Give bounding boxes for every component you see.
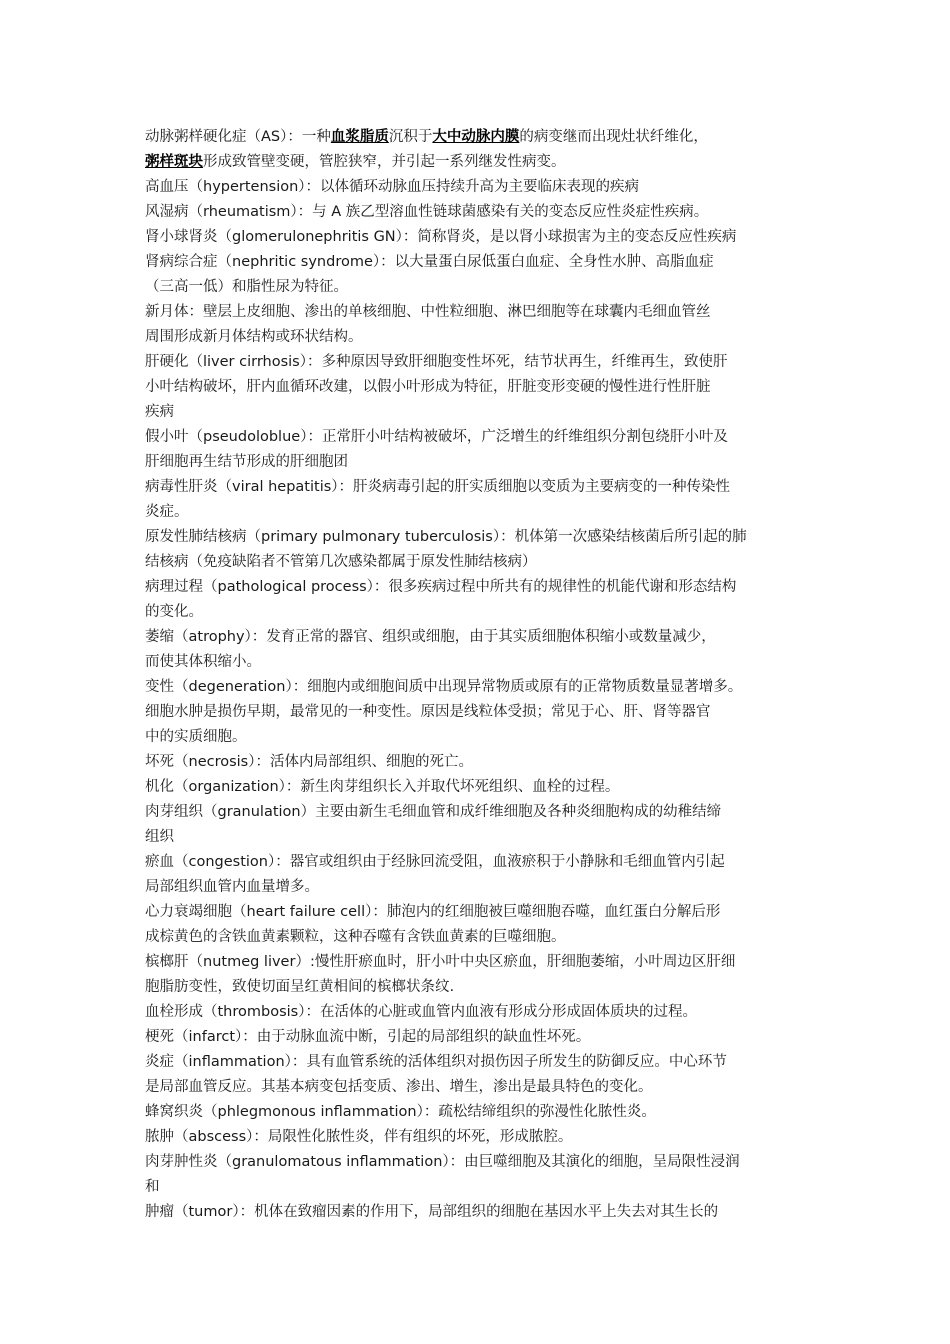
text-line [145, 675, 825, 700]
text-line [145, 875, 825, 900]
text-line [145, 1000, 825, 1025]
text-line [145, 125, 825, 150]
line-text: 的变化。 [145, 604, 203, 620]
line-text: 坏死（necrosis）：活体内局部组织、细胞的死亡。 [145, 754, 473, 770]
text-line [145, 425, 825, 450]
line-text: 病毒性肝炎（viral hepatitis）：肝炎病毒引起的肝实质细胞以变质为主要病变的一种传染性 [145, 479, 731, 495]
text-line [145, 1175, 825, 1200]
line-text: 肉芽组织（granulation）主要由新生毛细血管和成纤维细胞及各种炎细胞构成的幼稚结缔 [145, 804, 722, 820]
text-line [145, 175, 825, 200]
line-text: 肉芽肿性炎（granulomatous inflammation）：由巨噬细胞及其演化的细胞，呈局限性浸润 [145, 1154, 740, 1170]
line-text: 的病变继而出现灶状纤维化， [519, 129, 708, 145]
line-text: 血栓形成（thrombosis）：在活体的心脏或血管内血液有形成分形成固体质块的过程。 [145, 1004, 697, 1020]
line-text: 疾病 [145, 404, 174, 420]
text-line [145, 450, 825, 475]
highlighted-term: 粥样斑块 [145, 154, 203, 170]
text-line [145, 1150, 825, 1175]
line-text: 病理过程（pathological process）：很多疾病过程中所共有的规律性的机能代谢和形态结构 [145, 579, 737, 595]
line-text: 机化（organization）：新生肉芽组织长入并取代坏死组织、血栓的过程。 [145, 779, 620, 795]
text-line [145, 250, 825, 275]
line-text: 胞脂肪变性，致使切面呈红黄相间的槟榔状条纹. [145, 979, 455, 995]
line-text: 心力衰竭细胞（heart failure cell）：肺泡内的红细胞被巨噬细胞吞噬，血红蛋白分解后形 [145, 904, 721, 920]
text-line [145, 825, 825, 850]
line-text: 沉积于 [388, 129, 433, 145]
text-line [145, 475, 825, 500]
text-line [145, 150, 825, 175]
line-text: 原发性肺结核病（primary pulmonary tuberculosis）：机体第一次感染结核菌后所引起的肺 [145, 529, 747, 545]
text-line [145, 700, 825, 725]
line-text: 蜂窝织炎（phlegmonous inflammation）：疏松结缔组织的弥漫性化脓性炎。 [145, 1104, 656, 1120]
text-line [145, 975, 825, 1000]
text-line [145, 1100, 825, 1125]
text-line [145, 725, 825, 750]
text-line [145, 600, 825, 625]
line-text: 脓肿（abscess）：局限性化脓性炎，伴有组织的坏死，形成脓腔。 [145, 1129, 573, 1145]
line-text: 变性（degeneration）：细胞内或细胞间质中出现异常物质或原有的正常物质数量显著增多。 [145, 679, 743, 695]
text-line [145, 775, 825, 800]
highlighted-term: 血浆脂质 [330, 129, 389, 145]
text-line [145, 300, 825, 325]
line-text: 肝硬化（liver cirrhosis）：多种原因导致肝细胞变性坏死，结节状再生，纤维再生，致使肝 [145, 354, 728, 370]
text-line [145, 275, 825, 300]
line-text: 组织 [145, 829, 174, 845]
line-text: 瘀血（congestion）：器官或组织由于经脉回流受阻，血液瘀积于小静脉和毛细血管内引起 [145, 854, 725, 870]
line-text: 而使其体积缩小。 [145, 654, 261, 670]
line-text: 萎缩（atrophy）：发育正常的器官、组织或细胞，由于其实质细胞体积缩小或数量减少， [145, 629, 716, 645]
text-line [145, 900, 825, 925]
text-line [145, 225, 825, 250]
line-text: 形成致管壁变硬，管腔狭窄，并引起一系列继发性病变。 [203, 154, 566, 170]
line-text: 高血压（hypertension）：以体循环动脉血压持续升高为主要临床表现的疾病 [145, 179, 640, 195]
line-text: 梗死（infarct）：由于动脉血流中断，引起的局部组织的缺血性坏死。 [145, 1029, 591, 1045]
line-text: 是局部血管反应。其基本病变包括变质、渗出、增生，渗出是最具特色的变化。 [145, 1079, 653, 1095]
text-line [145, 375, 825, 400]
text-line [145, 1200, 825, 1225]
line-text: 成棕黄色的含铁血黄素颗粒，这种吞噬有含铁血黄素的巨噬细胞。 [145, 929, 566, 945]
line-text: 槟榔肝（nutmeg liver）:慢性肝瘀血时，肝小叶中央区瘀血，肝细胞萎缩，小叶周边区肝细 [145, 954, 736, 970]
line-text: 细胞水肿是损伤早期，最常见的一种变性。原因是线粒体受损；常见于心、肝、肾等器官 [145, 704, 711, 720]
line-text: 肿瘤（tumor）：机体在致瘤因素的作用下，局部组织的细胞在基因水平上失去对其生长的 [145, 1204, 719, 1220]
line-text: 和 [145, 1179, 160, 1195]
line-text: 炎症（inflammation）：具有血管系统的活体组织对损伤因子所发生的防御反应。中心环节 [145, 1054, 727, 1070]
line-text: 肝细胞再生结节形成的肝细胞团 [145, 454, 348, 470]
text-line [145, 625, 825, 650]
text-line [145, 1050, 825, 1075]
text-line [145, 650, 825, 675]
text-line [145, 550, 825, 575]
text-line [145, 850, 825, 875]
text-line [145, 1025, 825, 1050]
line-text: 肾病综合症（nephritic syndrome）：以大量蛋白尿低蛋白血症、全身性水肿、高脂血症 [145, 254, 714, 270]
line-text: 中的实质细胞。 [145, 729, 247, 745]
text-line [145, 400, 825, 425]
line-text: 新月体：壁层上皮细胞、渗出的单核细胞、中性粒细胞、淋巴细胞等在球囊内毛细血管丝 [145, 304, 711, 320]
text-line [145, 525, 825, 550]
text-line [145, 750, 825, 775]
text-line [145, 325, 825, 350]
text-line [145, 800, 825, 825]
text-line [145, 950, 825, 975]
text-line [145, 925, 825, 950]
line-text: 肾小球肾炎（glomerulonephritis GN）：简称肾炎，是以肾小球损害为主的变态反应性疾病 [145, 229, 737, 245]
line-text: 周围形成新月体结构或环状结构。 [145, 329, 363, 345]
text-line [145, 350, 825, 375]
text-line [145, 200, 825, 225]
text-line [145, 500, 825, 525]
line-text: 动脉粥样硬化症（AS）：一种 [145, 129, 331, 145]
line-text: 风湿病（rheumatism）：与 A 族乙型溶血性链球菌感染有关的变态反应性炎症性疾病。 [145, 204, 709, 220]
line-text: 炎症。 [145, 504, 189, 520]
text-line [145, 575, 825, 600]
line-text: 局部组织血管内血量增多。 [145, 879, 319, 895]
document-body [145, 125, 825, 1225]
line-text: 结核病（免疫缺陷者不管第几次感染都属于原发性肺结核病） [145, 554, 537, 570]
line-text: （三高一低）和脂性尿为特征。 [145, 279, 348, 295]
line-text: 小叶结构破坏，肝内血循环改建，以假小叶形成为特征，肝脏变形变硬的慢性进行性肝脏 [145, 379, 711, 395]
line-text: 假小叶（pseudoloblue）：正常肝小叶结构被破坏，广泛增生的纤维组织分割包绕肝小叶及 [145, 429, 728, 445]
text-line [145, 1125, 825, 1150]
text-line [145, 1075, 825, 1100]
highlighted-term: 大中动脉内膜 [432, 129, 520, 145]
